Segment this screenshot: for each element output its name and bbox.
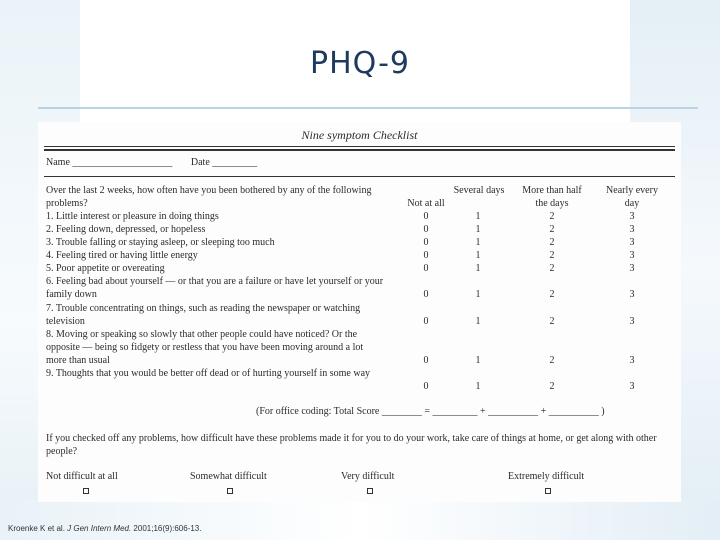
score-value[interactable]: 3	[629, 289, 635, 300]
score-value[interactable]: 1	[475, 289, 481, 300]
symptom-text: 2. Feeling down, depressed, or hopeless	[46, 224, 206, 235]
score-value[interactable]: 1	[475, 250, 481, 261]
column-header: Not at all	[407, 198, 445, 209]
score-value[interactable]: 3	[629, 211, 635, 222]
difficulty-option: Somewhat difficult	[190, 471, 267, 482]
name-field: Name ____________________	[46, 157, 173, 168]
score-value[interactable]: 3	[629, 250, 635, 261]
symptom-text: 5. Poor appetite or overeating	[46, 263, 165, 274]
score-value[interactable]: 2	[549, 316, 555, 327]
score-value[interactable]: 2	[549, 250, 555, 261]
title-divider	[38, 107, 698, 109]
difficulty-checkbox[interactable]	[83, 488, 89, 494]
difficulty-question: If you checked off any problems, how difficult have these problems made it for you to do your work, take care of things at home, or get along with other people?	[46, 433, 657, 457]
score-value[interactable]: 3	[629, 316, 635, 327]
score-value[interactable]: 3	[629, 237, 635, 248]
score-value[interactable]: 2	[549, 224, 555, 235]
form-rule	[44, 149, 675, 151]
symptom-text: 9. Thoughts that you would be better off dead or of hurting yourself in some way	[46, 368, 371, 379]
score-value[interactable]: 0	[423, 355, 429, 366]
score-value[interactable]: 2	[549, 263, 555, 274]
column-header: More than half the days	[522, 185, 582, 209]
column-header: Nearly every day	[606, 185, 658, 209]
citation-journal: J Gen Intern Med.	[67, 524, 132, 533]
citation-ref: 2001;16(9):606-13.	[133, 524, 202, 533]
score-value[interactable]: 2	[549, 381, 555, 392]
background-bottom	[0, 500, 720, 540]
difficulty-option: Extremely difficult	[508, 471, 585, 482]
symptom-text: 3. Trouble falling or staying asleep, or sleeping too much	[46, 237, 275, 248]
office-coding: (For office coding: Total Score ________ = _________ + __________ + __________ )	[256, 406, 605, 417]
symptom-text: 8. Moving or speaking so slowly that other people could have noticed? Or the opposite — being so fidgety or restless that you have been moving around a lot more than usual	[46, 329, 364, 366]
symptom-text: 4. Feeling tired or having little energy	[46, 250, 198, 261]
score-value[interactable]: 2	[549, 237, 555, 248]
difficulty-checkbox[interactable]	[545, 488, 551, 494]
score-value[interactable]: 0	[423, 289, 429, 300]
score-value[interactable]: 1	[475, 224, 481, 235]
score-value[interactable]: 0	[423, 263, 429, 274]
score-value[interactable]: 1	[475, 316, 481, 327]
name-date-row	[46, 157, 273, 168]
form-rule	[44, 176, 675, 177]
score-value[interactable]: 1	[475, 237, 481, 248]
form-rule	[44, 146, 675, 147]
form-title: Nine symptom Checklist	[301, 128, 418, 142]
score-value[interactable]: 3	[629, 263, 635, 274]
phq9-form	[38, 122, 681, 502]
score-value[interactable]: 0	[423, 224, 429, 235]
score-value[interactable]: 3	[629, 381, 635, 392]
score-value[interactable]: 0	[423, 250, 429, 261]
score-value[interactable]: 3	[629, 224, 635, 235]
score-value[interactable]: 1	[475, 263, 481, 274]
score-value[interactable]: 0	[423, 381, 429, 392]
date-field: Date _________	[190, 157, 258, 168]
score-value[interactable]: 1	[475, 381, 481, 392]
score-value[interactable]: 0	[423, 211, 429, 222]
symptom-text: 6. Feeling bad about yourself — or that you are a failure or have let yourself or your family down	[46, 276, 384, 300]
score-value[interactable]: 1	[475, 355, 481, 366]
difficulty-option: Very difficult	[341, 471, 395, 482]
score-value[interactable]: 1	[475, 211, 481, 222]
citation	[8, 524, 201, 533]
difficulty-checkbox[interactable]	[367, 488, 373, 494]
citation-authors: Kroenke K et al.	[8, 524, 65, 533]
score-value[interactable]: 0	[423, 316, 429, 327]
score-value[interactable]: 3	[629, 355, 635, 366]
score-value[interactable]: 0	[423, 237, 429, 248]
score-value[interactable]: 2	[549, 355, 555, 366]
score-value[interactable]: 2	[549, 289, 555, 300]
column-header: Several days	[453, 185, 505, 196]
symptom-text: 7. Trouble concentrating on things, such as reading the newspaper or watching television	[46, 303, 361, 327]
difficulty-option: Not difficult at all	[46, 471, 118, 482]
form-intro: Over the last 2 weeks, how often have you been bothered by any of the following problems?	[46, 185, 372, 209]
symptom-text: 1. Little interest or pleasure in doing things	[46, 211, 219, 222]
slide-title: PHQ-9	[309, 46, 410, 81]
difficulty-checkbox[interactable]	[227, 488, 233, 494]
score-value[interactable]: 2	[549, 211, 555, 222]
